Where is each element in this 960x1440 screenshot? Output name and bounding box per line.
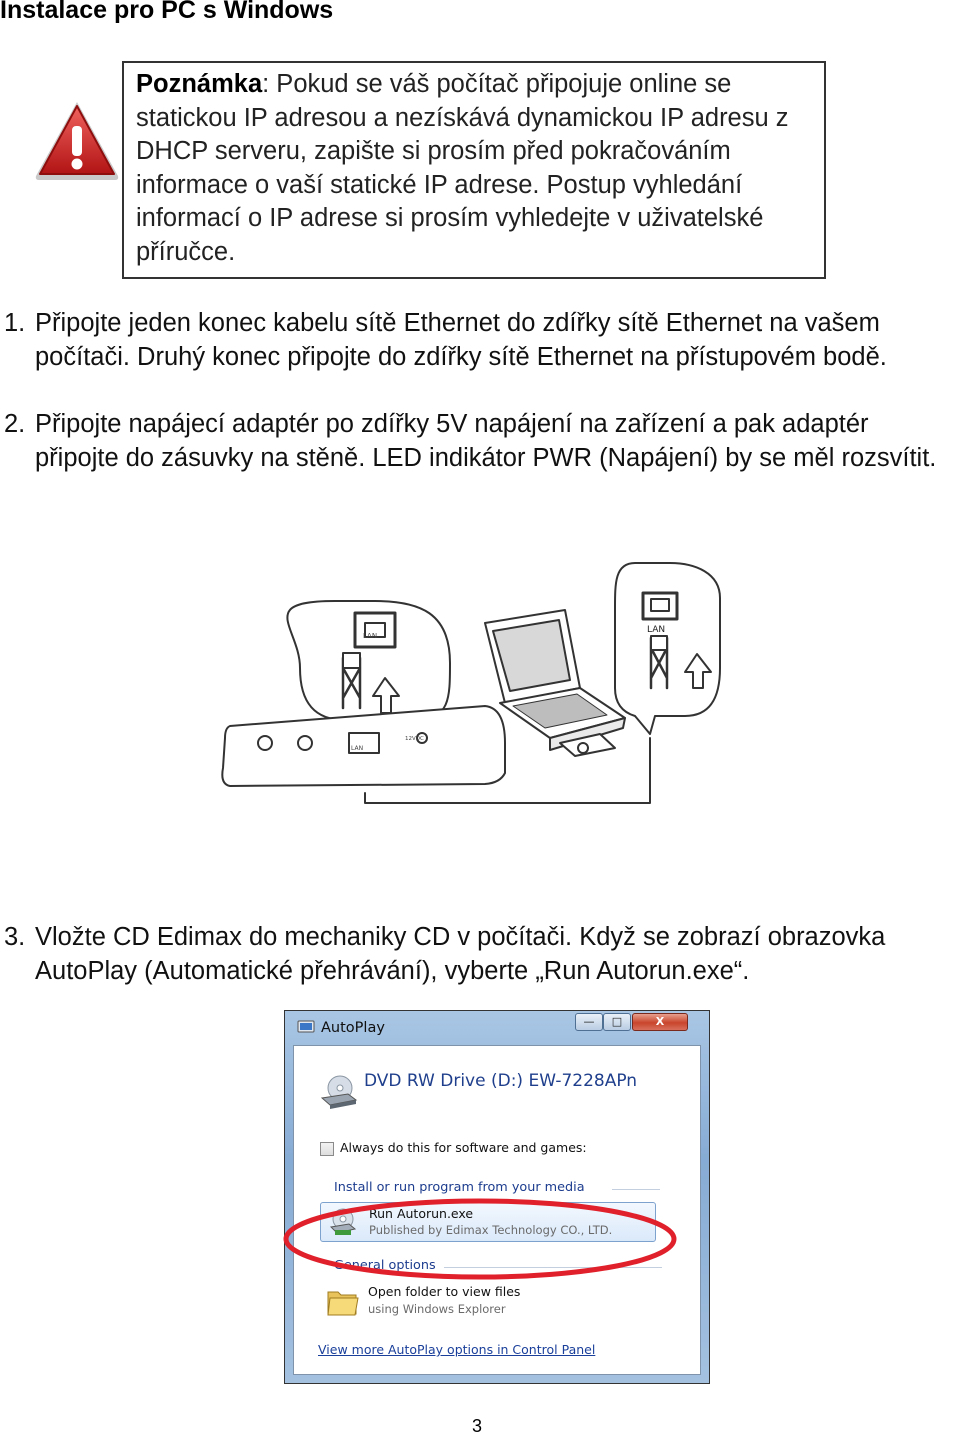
drive-title: DVD RW Drive (D:) EW-7228APn [364,1071,638,1091]
step-1 [0,306,955,374]
network-illustration [215,538,745,848]
run-autorun-publisher: Published by Edimax Technology CO., LTD. [369,1223,613,1237]
section-divider [444,1267,662,1268]
autoplay-icon [297,1019,315,1035]
step-number: 2. [4,410,26,438]
section-divider [612,1189,660,1190]
always-label: Always do this for software and games: [340,1140,587,1155]
port-label-right: LAN [647,625,666,635]
close-button[interactable]: X [632,1013,688,1031]
step-text: Připojte jeden konec kabelu sítě Ethernet do zdířky sítě Ethernet na vašem počítači. Druhý konec připojte do zdířky sítě Ethernet na přístupovém bodě. [35,309,887,371]
warning-icon [32,96,122,186]
window-title: AutoPlay [321,1020,385,1036]
window-titlebar[interactable] [285,1011,709,1043]
run-autorun-option[interactable] [320,1202,656,1242]
folder-icon [326,1284,360,1318]
minimize-button[interactable]: — [575,1013,603,1031]
page-heading: Instalace pro PC s Windows [0,0,334,24]
note-label: Poznámka [136,70,263,98]
run-autorun-title: Run Autorun.exe [369,1206,474,1221]
step-number: 3. [4,923,26,951]
step-number: 1. [4,309,26,337]
maximize-button[interactable]: □ [603,1013,631,1031]
section-general: General options [334,1258,436,1273]
autoplay-window [284,1010,710,1384]
device-label-power: 12VDC [405,736,424,742]
more-options-link[interactable]: View more AutoPlay options in Control Panel [318,1342,596,1357]
step-text: Vložte CD Edimax do mechaniky CD v počítači. Když se zobrazí obrazovka AutoPlay (Automatické přehrávání), vyberte „Run Autorun.exe“. [35,923,886,985]
open-folder-sub: using Windows Explorer [368,1302,506,1316]
page-number: 3 [472,1416,483,1436]
section-install: Install or run program from your media [334,1180,585,1195]
autoplay-content [293,1045,701,1375]
port-label-left: LAN [363,632,378,640]
dvd-drive-icon [318,1072,358,1112]
device-label-lan: LAN [351,745,364,752]
step-text: Připojte napájecí adaptér po zdířky 5V napájení na zařízení a pak adaptér připojte do zásuvky na stěně. LED indikátor PWR (Napájení) by se měl rozsvítit. [35,410,937,472]
note-text: : Pokud se váš počítač připojuje online se statickou IP adresou a nezískává dynamickou IP adresu z DHCP serveru, zapište si prosím před pokračováním informace o vaší statické IP adrese. Postup vyhledání informací o IP adrese si prosím vyhledejte v uživatelské příručce. [136,70,789,266]
note-box [122,61,826,279]
open-folder-title[interactable]: Open folder to view files [368,1284,521,1299]
always-checkbox[interactable] [320,1142,334,1156]
step-2 [0,407,955,475]
setup-icon [329,1207,357,1237]
step-3 [0,920,955,988]
